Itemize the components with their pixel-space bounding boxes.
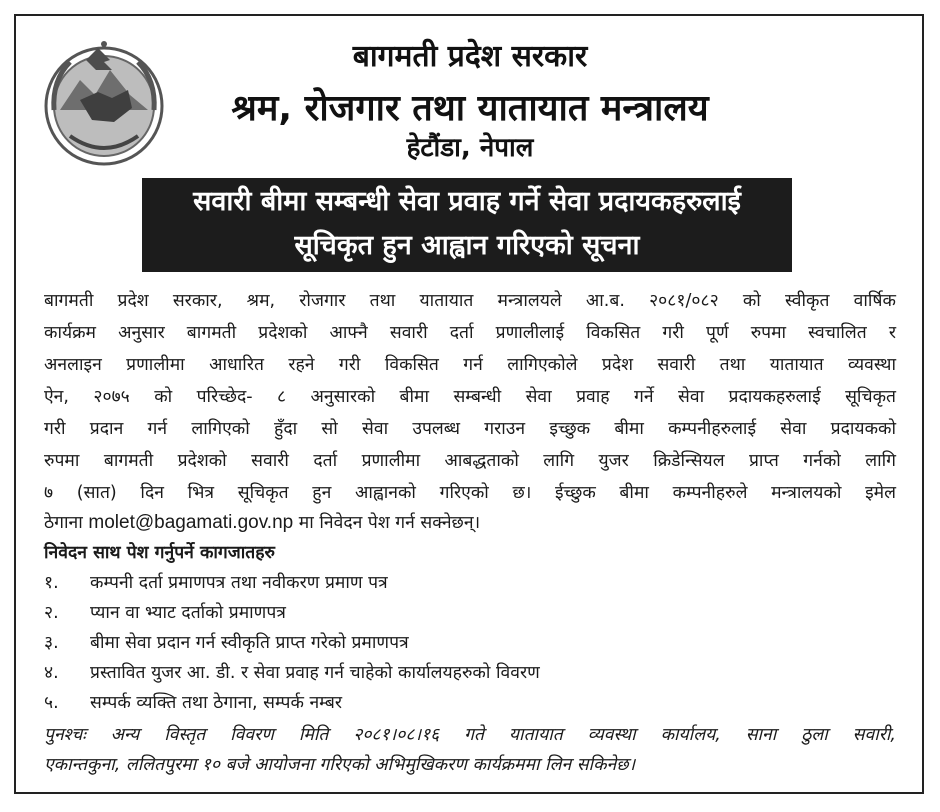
nepal-emblem-icon — [40, 40, 168, 168]
item-text: सम्पर्क व्यक्ति तथा ठेगाना, सम्पर्क नम्बर — [90, 693, 343, 713]
document-item — [44, 570, 388, 594]
location: हेटौंडा, नेपाल — [406, 133, 534, 163]
document-item — [44, 660, 540, 684]
item-text: प्रस्तावित युजर आ. डी. र सेवा प्रवाह गर्न चाहेको कार्यालयहरुको विवरण — [90, 663, 540, 683]
postscript-line: एकान्तकुना, ललितपुरमा १० बजे आयोजना गरिएको अभिमुखिकरण कार्यक्रममा लिन सकिनेछ। — [44, 755, 636, 775]
item-text: कम्पनी दर्ता प्रमाणपत्र तथा नवीकरण प्रमाण पत्र — [90, 573, 388, 593]
body-line: कार्यक्रम अनुसार बागमती प्रदेशको आफ्नै सवारी दर्ता प्रणालीलाई विकसित गरी पूर्ण रुपमा स्वचालित र — [44, 323, 896, 343]
banner-line-2: सूचिकृत हुन आह्वान गरिएको सूचना — [294, 230, 640, 261]
body-line: ७ (सात) दिन भित्र सूचिकृत हुन आह्वानको गरिएको छ। ईच्छुक बीमा कम्पनीहरुले मन्त्रालयको इमेल — [44, 483, 896, 503]
item-number: २. — [44, 603, 59, 623]
item-number: ३. — [44, 633, 59, 653]
body-line: बागमती प्रदेश सरकार, श्रम, रोजगार तथा यातायात मन्त्रालयले आ.ब. २०८१/०८२ को स्वीकृत वार्षिक — [44, 291, 896, 311]
item-text: प्यान वा भ्याट दर्ताको प्रमाणपत्र — [90, 603, 286, 623]
notice-banner — [142, 178, 792, 272]
body-line: रुपमा बागमती प्रदेशको सवारी दर्ता प्रणालीमा आबद्धताको लागि युजर क्रिडेन्सियल प्राप्त गर्नको लागि — [44, 451, 896, 471]
ministry-title: श्रम, रोजगार तथा यातायात मन्त्रालय — [231, 88, 709, 129]
document-item — [44, 690, 342, 714]
gov-title: बागमती प्रदेश सरकार — [352, 39, 588, 74]
body-line: ऐन, २०७५ को परिच्छेद- ८ अनुसारको बीमा सम्बन्धी सेवा प्रवाह गर्ने सेवा प्रदायकहरुलाई सूचिकृत — [44, 387, 896, 407]
item-number: ४. — [44, 663, 59, 683]
submission-text: मा निवेदन पेश गर्न सक्नेछन्। — [298, 513, 481, 533]
documents-heading: निवेदन साथ पेश गर्नुपर्ने कागजातहरु — [44, 543, 276, 563]
item-number: १. — [44, 573, 59, 593]
banner-line-1: सवारी बीमा सम्बन्धी सेवा प्रवाह गर्ने सेवा प्रदायकहरुलाई — [193, 186, 741, 217]
email-link[interactable]: molet@bagamati.gov.np — [88, 512, 294, 533]
body-line: अनलाइन प्रणालीमा आधारित रहने गरी विकसित गर्न लागिएकोले प्रदेश सवारी तथा यातायात व्यवस्था — [44, 355, 896, 375]
body-line: गरी प्रदान गर्न लागिएको हुँदा सो सेवा उपलब्ध गराउन इच्छुक बीमा कम्पनीहरुलाई सेवा प्रदायकको — [44, 419, 896, 439]
document-item — [44, 630, 409, 654]
address-label: ठेगाना — [44, 513, 83, 533]
document-item — [44, 600, 286, 624]
item-number: ५. — [44, 693, 59, 713]
postscript-line: पुनश्चः अन्य विस्तृत विवरण मिति २०८१।०८।१६ गते यातायात व्यवस्था कार्यालय, साना ठुला सवारी, — [44, 725, 896, 745]
item-text: बीमा सेवा प्रदान गर्न स्वीकृति प्राप्त गरेको प्रमाणपत्र — [90, 633, 409, 653]
body-last-line — [44, 512, 896, 534]
